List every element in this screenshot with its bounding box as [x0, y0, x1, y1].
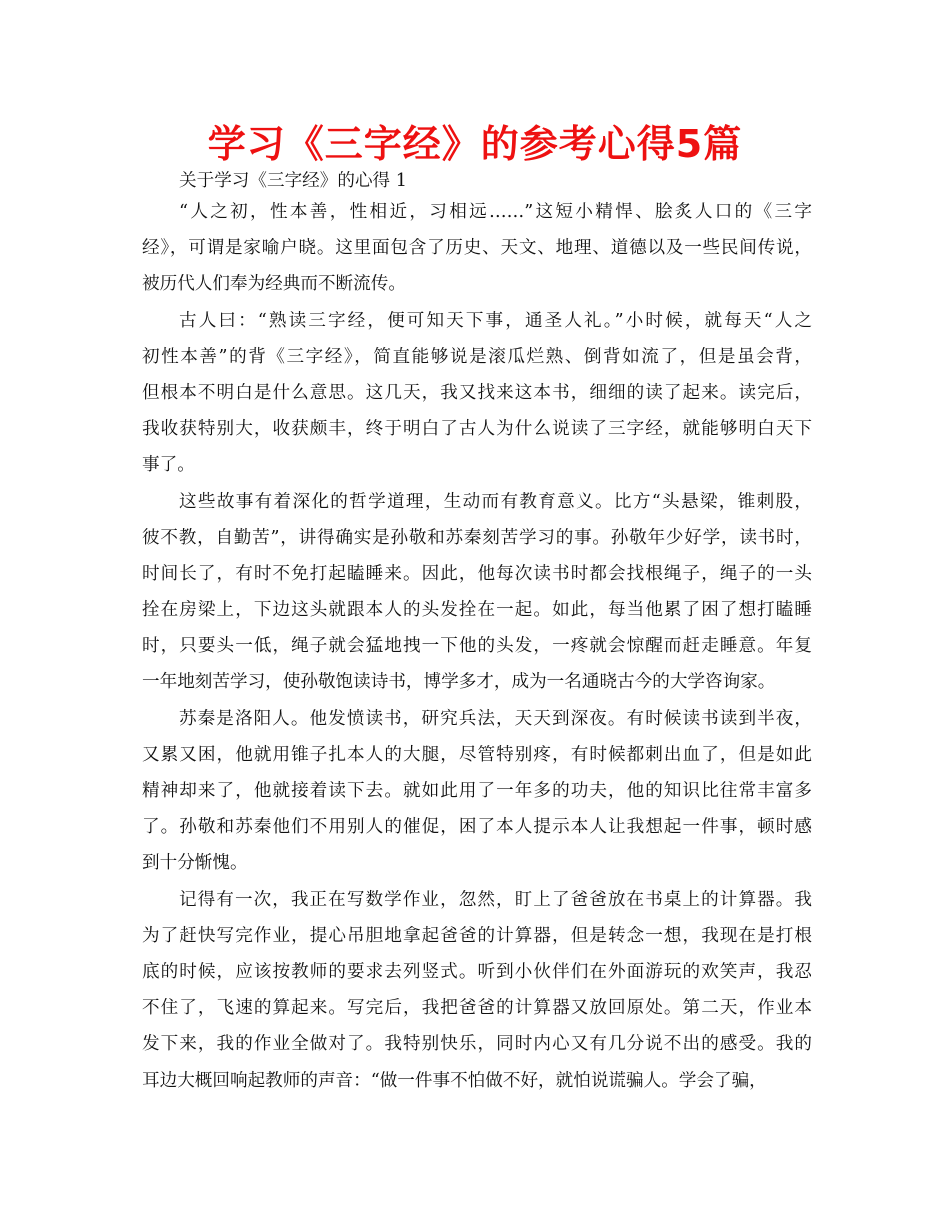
paragraph-line: 耳边大概回响起教师的声音：“做一件事不怕做不好，就怕说谎骗人。学会了骗，	[142, 1070, 767, 1091]
section-subheading: 关于学习《三字经》的心得 1	[179, 171, 407, 191]
document-body	[142, 168, 812, 1099]
paragraph-line: 但根本不明白是什么意思。这几天，我又找来这本书，细细的读了起来。读完后，	[142, 382, 812, 403]
paragraph	[142, 194, 812, 303]
paragraph-line: 彼不教，自勤苦”，讲得确实是孙敬和苏秦刻苦学习的事。孙敬年少好学，读书时，	[142, 527, 812, 548]
paragraph	[142, 701, 812, 882]
paragraph-line: 底的时候，应该按教师的要求去列竖式。听到小伙伴们在外面游玩的欢笑声，我忍	[142, 961, 812, 982]
paragraph-line: 这些故事有着深化的哲学道理，生动而有教育意义。比方“头悬梁，锥刺股，	[179, 491, 812, 512]
paragraph-line: 时，只要头一低，绳子就会猛地拽一下他的头发，一疼就会惊醒而赶走睡意。年复	[142, 636, 812, 657]
paragraph-line: 时间长了，有时不免打起瞌睡来。因此，他每次读书时都会找根绳子，绳子的一头	[142, 563, 812, 584]
paragraph-line: 又累又困，他就用锥子扎本人的大腿，尽管特别疼，有时候都刺出血了，但是如此	[142, 744, 812, 765]
paragraph-line: 我收获特别大，收获颇丰，终于明白了古人为什么说读了三字经，就能够明白天下	[142, 419, 812, 440]
paragraph-line: 发下来，我的作业全做对了。我特别快乐，同时内心又有几分说不出的感受。我的	[142, 1034, 812, 1055]
paragraph-line: 不住了，飞速的算起来。写完后，我把爸爸的计算器又放回原处。第二天，作业本	[142, 998, 812, 1019]
paragraph-line: 古人曰：“熟读三字经，便可知天下事，通圣人礼。”小时候，就每天“人之	[179, 310, 812, 331]
paragraph-line: 经》，可谓是家喻户晓。这里面包含了历史、天文、地理、道德以及一些民间传说，	[142, 238, 812, 259]
paragraph	[142, 303, 812, 484]
paragraph-line: 苏秦是洛阳人。他发愤读书，研究兵法，天天到深夜。有时候读书读到半夜，	[179, 708, 812, 729]
paragraph-line: 到十分惭愧。	[142, 853, 248, 874]
paragraph-line: 记得有一次，我正在写数学作业，忽然，盯上了爸爸放在书桌上的计算器。我	[179, 889, 812, 910]
paragraph-line: 被历代人们奉为经典而不断流传。	[142, 274, 406, 295]
paragraph-line: 一年地刻苦学习，使孙敬饱读诗书，博学多才，成为一名通晓古今的大学咨询家。	[142, 672, 776, 693]
paragraph-line: 拴在房梁上，下边这头就跟本人的头发拴在一起。如此，每当他累了困了想打瞌睡	[142, 600, 812, 621]
document-title: 学习《三字经》的参考心得5篇	[207, 122, 743, 166]
paragraph-line: 了。孙敬和苏秦他们不用别人的催促，困了本人提示本人让我想起一件事，顿时感	[142, 817, 812, 838]
paragraph-line: 事了。	[142, 455, 195, 476]
paragraph-line: 初性本善”的背《三字经》，简直能够说是滚瓜烂熟、倒背如流了，但是虽会背，	[142, 346, 812, 367]
paragraph-container	[142, 194, 812, 1099]
paragraph	[142, 484, 812, 701]
paragraph-line: 精神却来了，他就接着读下去。就如此用了一年多的功夫，他的知识比往常丰富多	[142, 781, 812, 801]
paragraph-line: “人之初，性本善，性相近，习相远……”这短小精悍、脍炙人口的《三字	[179, 202, 812, 222]
paragraph	[142, 882, 812, 1099]
paragraph-line: 为了赶快写完作业，提心吊胆地拿起爸爸的计算器，但是转念一想，我现在是打根	[142, 925, 812, 946]
